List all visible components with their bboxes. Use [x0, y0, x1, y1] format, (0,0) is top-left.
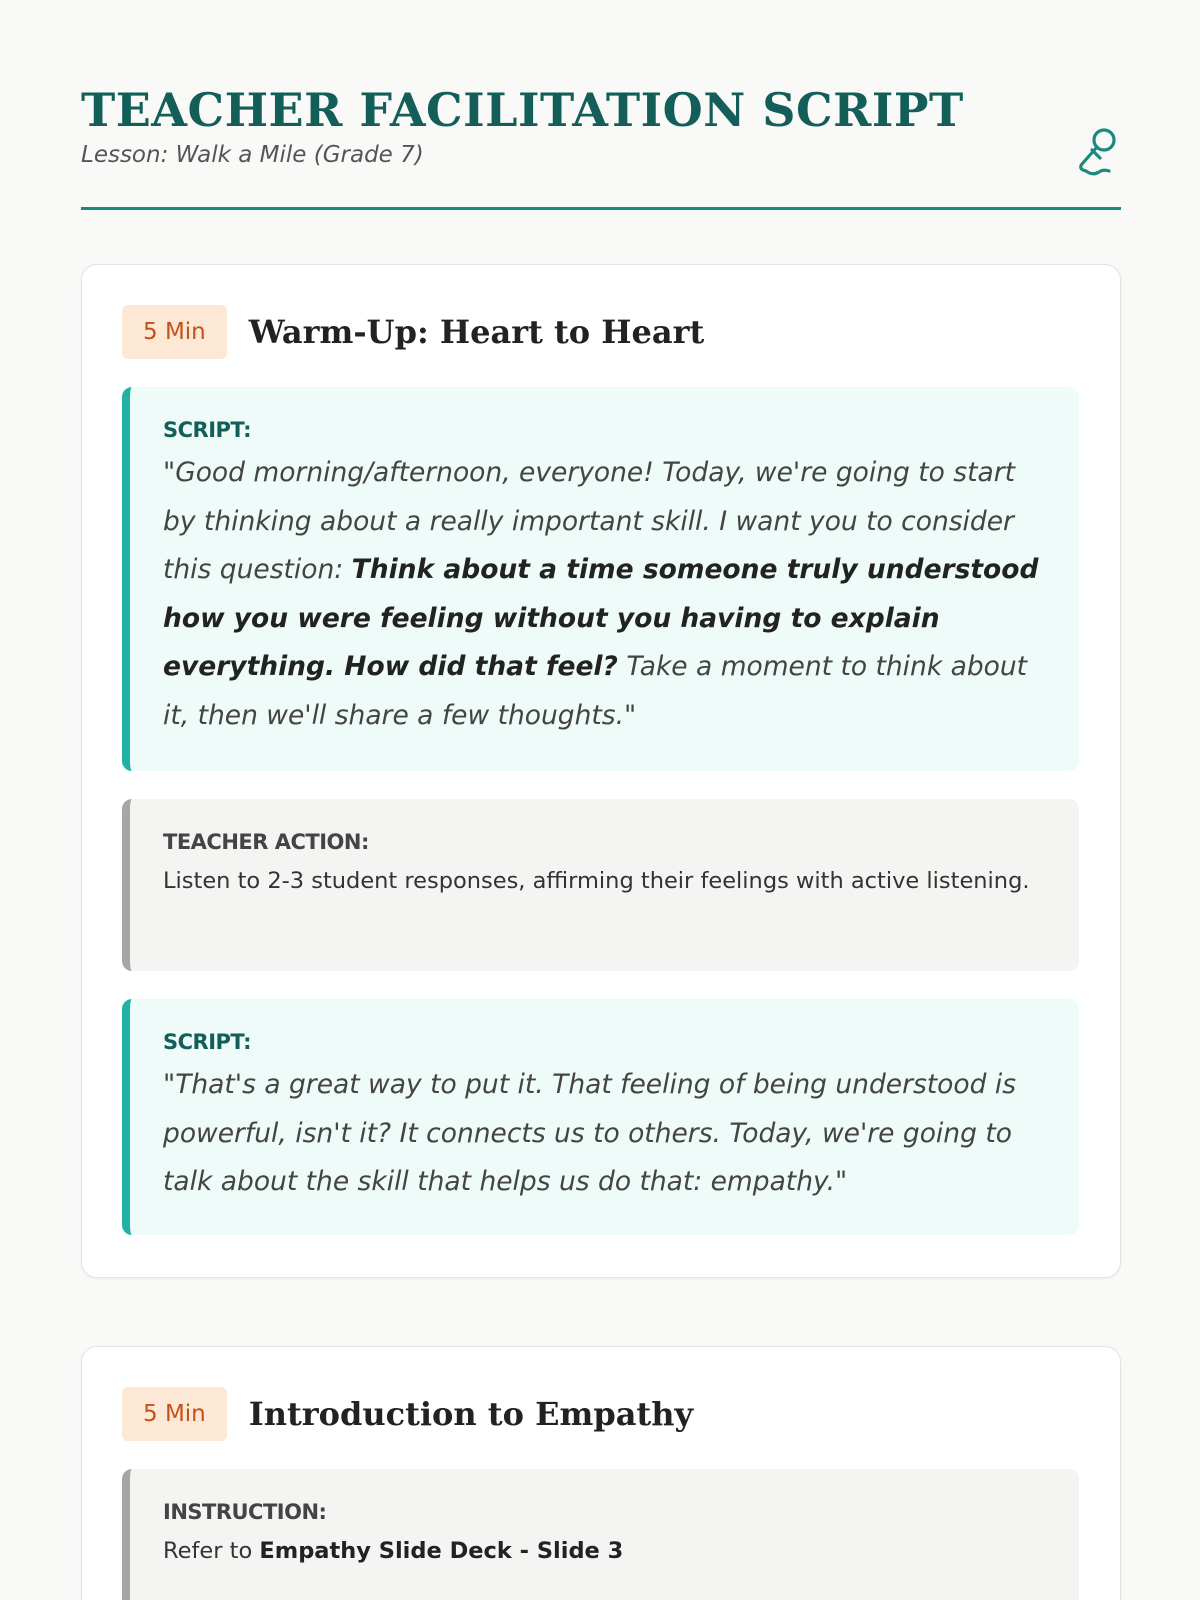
slide-reference: Empathy Slide Deck - Slide 3: [259, 1538, 624, 1564]
instruction-label: INSTRUCTION:: [163, 1500, 327, 1524]
section-header: [122, 1387, 693, 1441]
teacher-action-block: [122, 799, 1079, 971]
section-card-warm-up: [81, 264, 1121, 1278]
script-label: SCRIPT:: [163, 418, 251, 442]
script-block: [122, 999, 1079, 1235]
duration-badge: 5 Min: [122, 1387, 227, 1441]
section-card-introduction: [81, 1346, 1121, 1600]
duration-badge: 5 Min: [122, 305, 227, 359]
script-text-part: Take a moment to think about it, then we'll share a few thoughts.": [163, 651, 1028, 731]
section-header: [122, 305, 704, 359]
teacher-action-text: Listen to 2-3 student responses, affirming their feelings with active listening.: [163, 868, 1030, 894]
section-title: Introduction to Empathy: [248, 1395, 694, 1433]
instruction-text: [163, 1531, 1049, 1571]
script-text-part: "Good morning/afternoon, everyone! Today, we're going to start by thinking about a really important skill. I want you to consider this question:: [163, 457, 1015, 585]
instruction-text-part: Refer to: [163, 1538, 260, 1564]
lesson-subtitle: Lesson: Walk a Mile (Grade 7): [81, 142, 424, 168]
page-header: [81, 82, 1121, 210]
script-question: Think about a time someone truly understood how you were feeling without you having to explain everything. How did that feel?: [163, 554, 1039, 682]
script-block: [122, 387, 1079, 771]
script-text: "That's a great way to put it. That feeling of being understood is powerful, isn't it? It connects us to others. Today, we're going to talk about the skill that helps us do that: empathy.": [163, 1069, 1017, 1197]
instruction-block: [122, 1469, 1079, 1600]
microphone-icon: [1073, 126, 1121, 178]
script-text: [163, 449, 1049, 740]
script-label: SCRIPT:: [163, 1030, 251, 1054]
teacher-action-label: TEACHER ACTION:: [163, 830, 369, 854]
page-title: TEACHER FACILITATION SCRIPT: [81, 83, 964, 137]
section-title: Warm-Up: Heart to Heart: [248, 313, 705, 351]
